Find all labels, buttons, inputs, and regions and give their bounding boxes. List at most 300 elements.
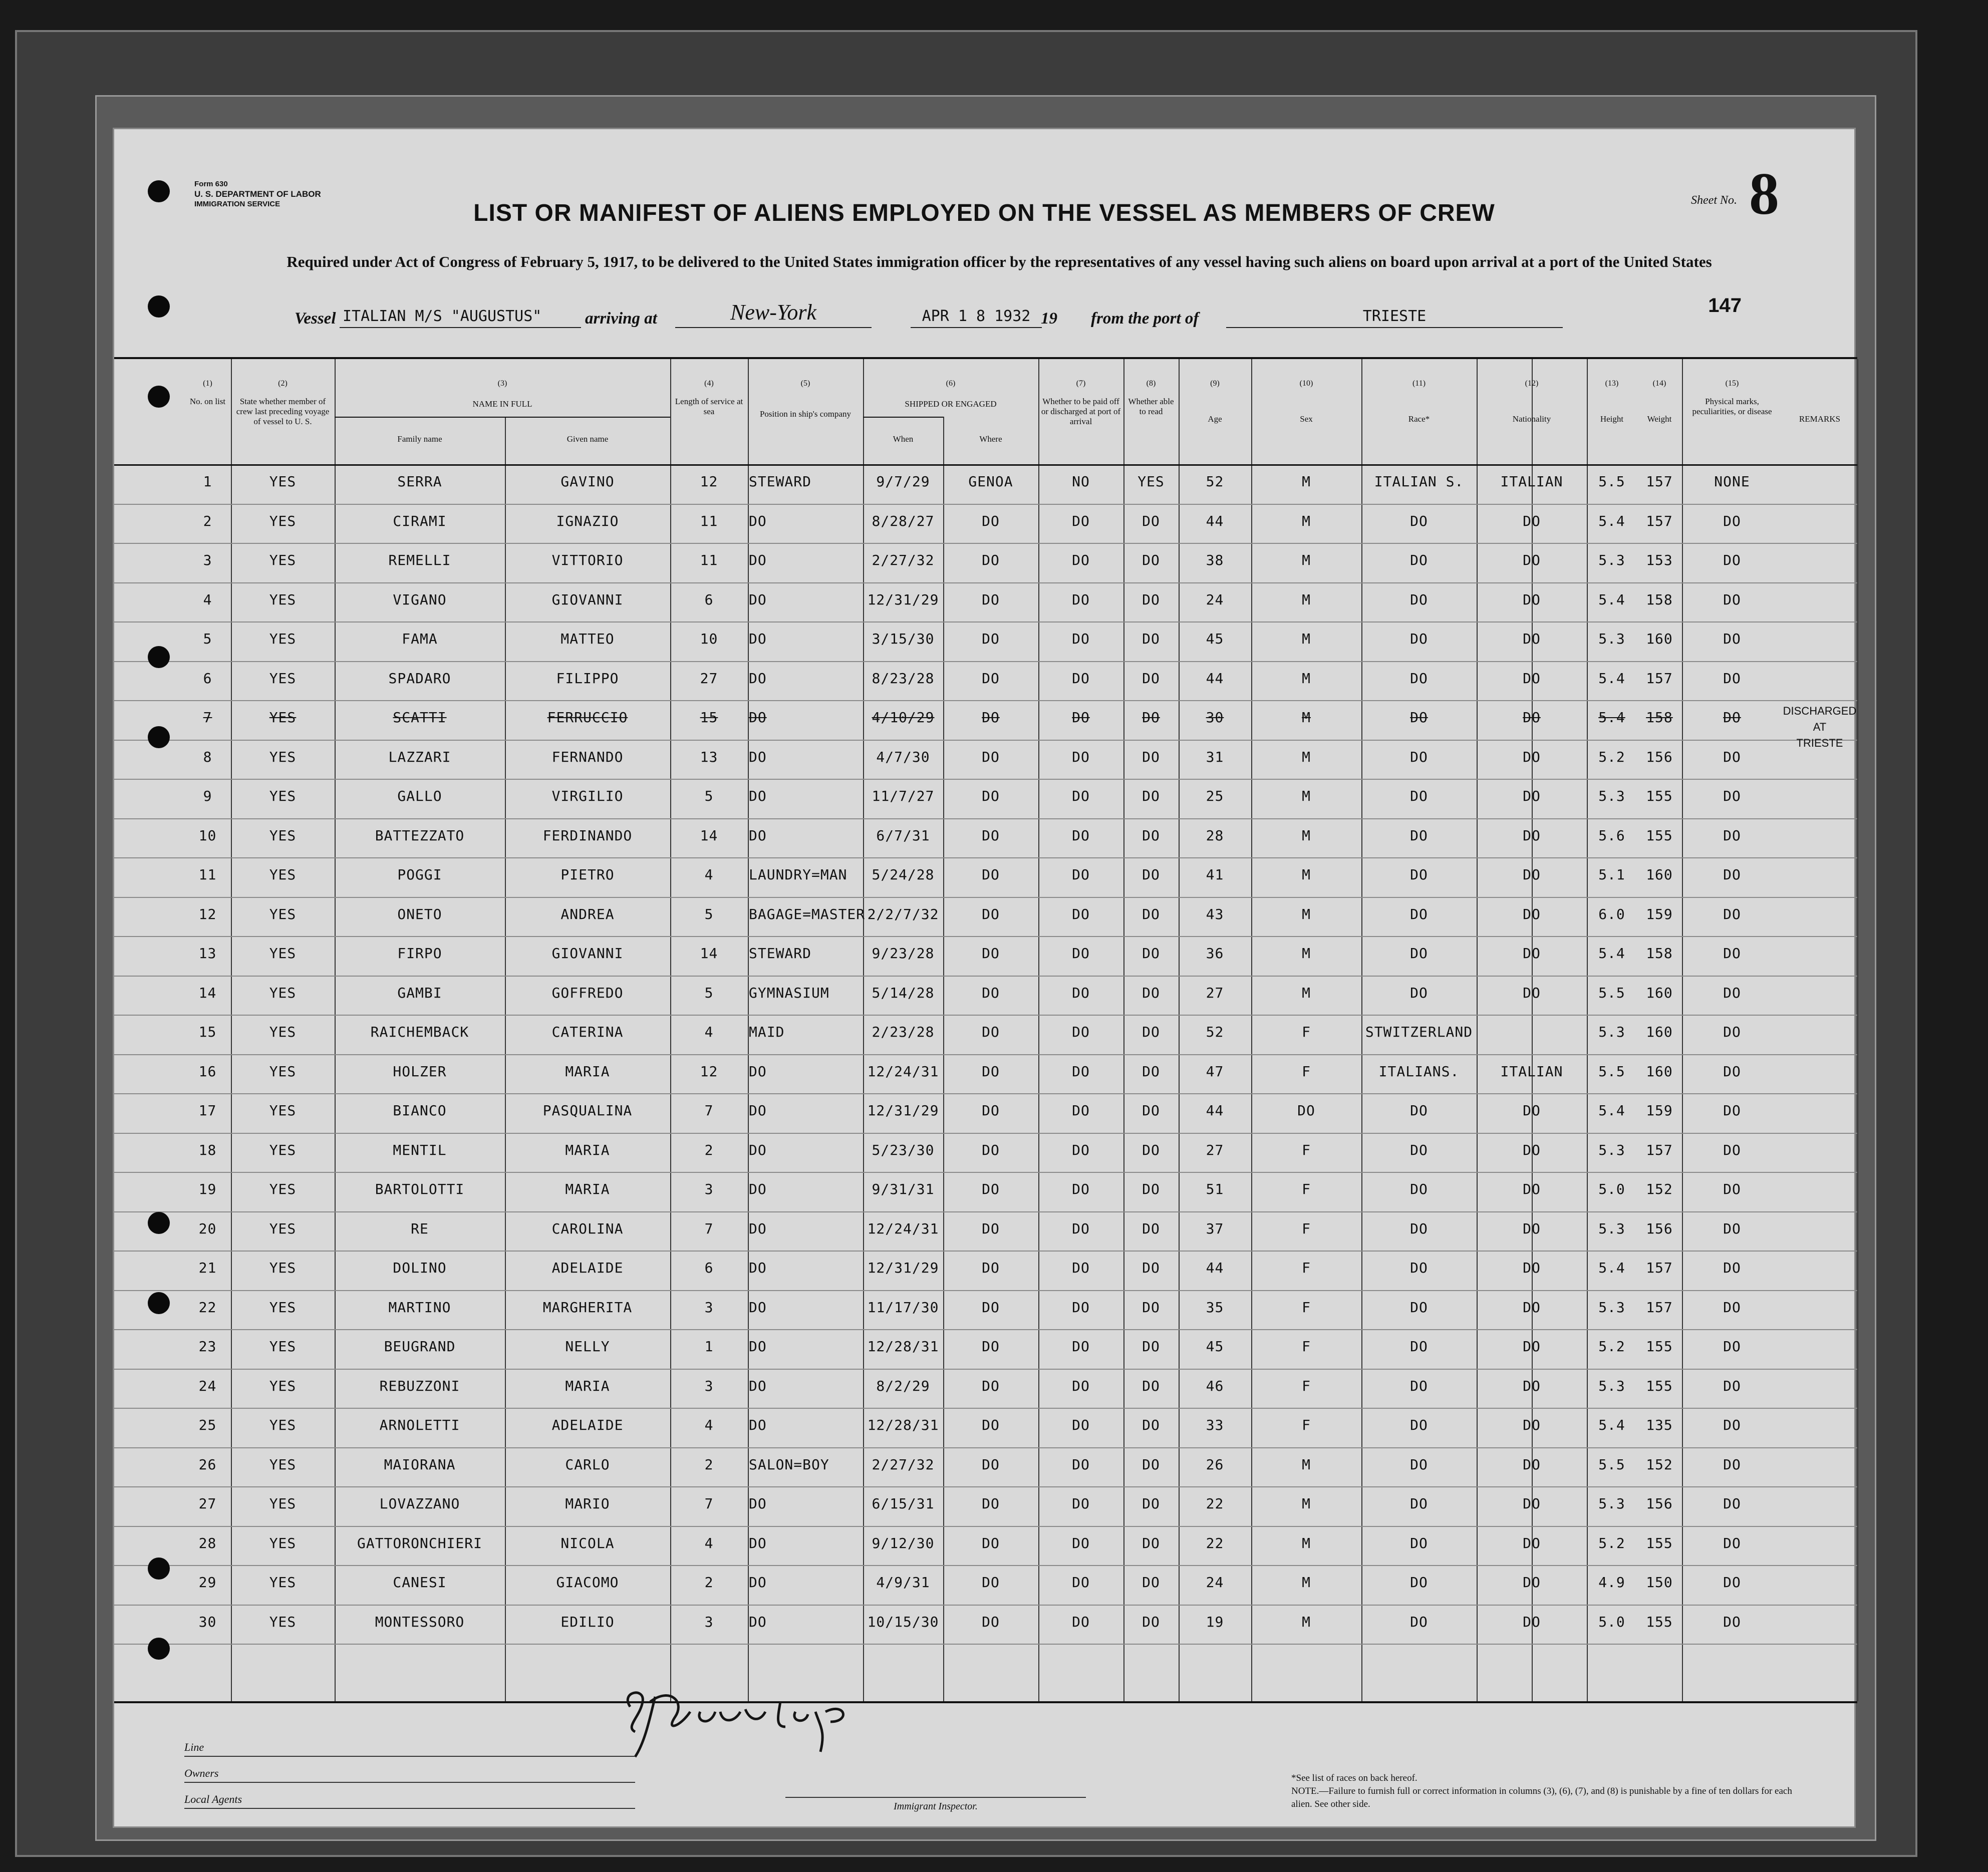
row-rule <box>114 582 1857 583</box>
cell-able-to-read: DO <box>1142 1063 1160 1080</box>
cell-weight: 160 <box>1646 631 1673 647</box>
cell-weight: 156 <box>1646 1220 1673 1237</box>
bureau-line-1: U. S. DEPARTMENT OF LABOR <box>194 189 321 199</box>
cell-row-number: 7 <box>203 709 212 726</box>
row-rule <box>114 1565 1857 1566</box>
cell-prev-voyage: YES <box>269 1260 297 1276</box>
cell-race: DO <box>1410 1338 1428 1355</box>
cell-height: 5.3 <box>1598 631 1625 647</box>
cell-family-name: HOLZER <box>393 1063 447 1080</box>
cell-prev-voyage: YES <box>269 1456 297 1473</box>
cell-age: 46 <box>1206 1377 1224 1394</box>
cell-sex: F <box>1302 1181 1311 1197</box>
cell-sex: M <box>1302 1613 1311 1630</box>
cell-family-name: MENTIL <box>393 1141 447 1158</box>
cell-shipped-where: DO <box>982 788 1000 804</box>
cell-paid-off: DO <box>1072 788 1090 804</box>
cell-service-length: 2 <box>704 1456 714 1473</box>
cell-family-name: SPADARO <box>388 670 451 687</box>
cell-shipped-when: 6/15/31 <box>872 1495 935 1512</box>
col-header-height-number: (13) <box>1605 379 1619 388</box>
cell-prev-voyage: YES <box>269 1063 297 1080</box>
cell-prev-voyage: YES <box>269 1024 297 1040</box>
cell-weight: 157 <box>1646 670 1673 687</box>
cell-row-number: 27 <box>198 1495 217 1512</box>
cell-sex: F <box>1302 1377 1311 1394</box>
cell-shipped-where: GENOA <box>968 473 1013 490</box>
cell-service-length: 14 <box>700 827 718 844</box>
col-header-race: Race* <box>1408 414 1430 424</box>
cell-able-to-read: DO <box>1142 552 1160 568</box>
owners-field[interactable] <box>184 1758 635 1783</box>
cell-height: 5.2 <box>1598 1534 1625 1551</box>
vessel-line <box>295 300 1804 330</box>
cell-row-number: 23 <box>198 1338 217 1355</box>
cell-weight: 157 <box>1646 1141 1673 1158</box>
cell-shipped-where: DO <box>982 552 1000 568</box>
cell-shipped-when: 9/23/28 <box>872 945 935 962</box>
cell-able-to-read: DO <box>1142 709 1160 726</box>
cell-height: 5.6 <box>1598 827 1625 844</box>
cell-nationality: DO <box>1523 1574 1541 1591</box>
cell-service-length: 11 <box>700 512 718 529</box>
cell-paid-off: DO <box>1072 1574 1090 1591</box>
col-header-prev-voyage-number: (2) <box>278 379 288 388</box>
cell-able-to-read: DO <box>1142 1338 1160 1355</box>
cell-weight: 150 <box>1646 1574 1673 1591</box>
cell-age: 38 <box>1206 552 1224 568</box>
cell-height: 5.4 <box>1598 1102 1625 1119</box>
cell-race: DO <box>1410 1613 1428 1630</box>
cell-shipped-when: 12/31/29 <box>867 591 939 608</box>
col-header-sex-number: (10) <box>1299 379 1313 388</box>
subheader-where: Where <box>979 434 1002 444</box>
line-label: Line <box>184 1741 204 1753</box>
cell-height: 5.3 <box>1598 1495 1625 1512</box>
cell-race: DO <box>1410 1299 1428 1316</box>
cell-sex: M <box>1302 670 1311 687</box>
cell-paid-off: DO <box>1072 1260 1090 1276</box>
cell-nationality: DO <box>1523 512 1541 529</box>
cell-shipped-when: 12/28/31 <box>867 1338 939 1355</box>
cell-family-name: GAMBI <box>397 984 442 1001</box>
cell-sex: M <box>1302 631 1311 647</box>
cell-row-number: 20 <box>198 1220 217 1237</box>
cell-shipped-where: DO <box>982 1534 1000 1551</box>
col-header-prev-voyage: State whether member of crew last preceding voyage of vessel to U. S. <box>236 397 330 426</box>
cell-shipped-when: 12/24/31 <box>867 1063 939 1080</box>
cell-sex: DO <box>1297 1102 1315 1119</box>
bureau-line-2: IMMIGRATION SERVICE <box>194 200 280 208</box>
binder-hole <box>148 726 170 748</box>
cell-age: 44 <box>1206 1102 1224 1119</box>
cell-height: 5.3 <box>1598 1299 1625 1316</box>
cell-family-name: REBUZZONI <box>379 1377 460 1394</box>
cell-height: 5.4 <box>1598 670 1625 687</box>
cell-shipped-when: 9/7/29 <box>876 473 930 490</box>
cell-shipped-where: DO <box>982 905 1000 922</box>
sheet-number: 8 <box>1749 160 1779 227</box>
cell-family-name: VIGANO <box>393 591 447 608</box>
cell-row-number: 22 <box>198 1299 217 1316</box>
binder-hole <box>148 1292 170 1314</box>
cell-height: 5.3 <box>1598 1377 1625 1394</box>
cell-weight: 158 <box>1646 709 1673 726</box>
cell-age: 24 <box>1206 591 1224 608</box>
cell-given-name: CARLO <box>565 1456 610 1473</box>
cell-physical-marks: DO <box>1723 1338 1741 1355</box>
cell-shipped-where: DO <box>982 1338 1000 1355</box>
line-field[interactable] <box>184 1732 635 1757</box>
cell-height: 5.3 <box>1598 1024 1625 1040</box>
cell-given-name: PIETRO <box>560 866 615 883</box>
col-header-service-number: (4) <box>704 379 714 388</box>
cell-physical-marks: DO <box>1723 552 1741 568</box>
cell-able-to-read: DO <box>1142 1299 1160 1316</box>
cell-row-number: 15 <box>198 1024 217 1040</box>
stamp-number: 147 <box>1708 294 1742 317</box>
cell-age: 36 <box>1206 945 1224 962</box>
cell-service-length: 3 <box>704 1613 714 1630</box>
cell-race: DO <box>1410 631 1428 647</box>
cell-family-name: CIRAMI <box>393 512 447 529</box>
cell-position: DO <box>749 1063 767 1080</box>
vessel-value: ITALIAN M/S "AUGUSTUS" <box>340 307 581 328</box>
cell-given-name: GIOVANNI <box>551 945 624 962</box>
cell-given-name: MARIA <box>565 1377 610 1394</box>
remark-line-1: DISCHARGED AT <box>1783 705 1857 733</box>
cell-age: 41 <box>1206 866 1224 883</box>
cell-service-length: 7 <box>704 1495 714 1512</box>
cell-nationality: DO <box>1523 1299 1541 1316</box>
cell-able-to-read: DO <box>1142 905 1160 922</box>
cell-row-number: 17 <box>198 1102 217 1119</box>
cell-weight: 160 <box>1646 1024 1673 1040</box>
cell-nationality: DO <box>1523 1377 1541 1394</box>
cell-row-number: 10 <box>198 827 217 844</box>
cell-height: 5.5 <box>1598 473 1625 490</box>
cell-paid-off: DO <box>1072 1534 1090 1551</box>
cell-nationality: DO <box>1523 709 1541 726</box>
cell-race: DO <box>1410 1495 1428 1512</box>
cell-shipped-when: 12/28/31 <box>867 1417 939 1433</box>
cell-given-name: GIOVANNI <box>551 591 624 608</box>
binder-hole <box>148 180 170 202</box>
cell-position: SALON=BOY <box>749 1456 829 1473</box>
cell-physical-marks: DO <box>1723 1024 1741 1040</box>
cell-position: DO <box>749 631 767 647</box>
cell-family-name: LOVAZZANO <box>379 1495 460 1512</box>
cell-sex: F <box>1302 1024 1311 1040</box>
cell-family-name: MARTINO <box>388 1299 451 1316</box>
header-rule <box>114 464 1857 466</box>
subheader-rule <box>863 417 943 418</box>
cell-age: 52 <box>1206 473 1224 490</box>
cell-row-number: 1 <box>203 473 212 490</box>
manifest-table <box>114 357 1857 1703</box>
cell-able-to-read: DO <box>1142 1260 1160 1276</box>
cell-row-number: 18 <box>198 1141 217 1158</box>
cell-position: DO <box>749 1299 767 1316</box>
cell-weight: 159 <box>1646 905 1673 922</box>
form-number: Form 630 <box>194 180 228 188</box>
cell-sex: M <box>1302 984 1311 1001</box>
cell-age: 44 <box>1206 1260 1224 1276</box>
cell-family-name: DOLINO <box>393 1260 447 1276</box>
cell-shipped-where: DO <box>982 1181 1000 1197</box>
cell-nationality: DO <box>1523 670 1541 687</box>
cell-given-name: IGNAZIO <box>556 512 619 529</box>
cell-service-length: 1 <box>704 1338 714 1355</box>
cell-height: 5.4 <box>1598 512 1625 529</box>
cell-shipped-where: DO <box>982 1024 1000 1040</box>
cell-able-to-read: DO <box>1142 1417 1160 1433</box>
cell-nationality: DO <box>1523 631 1541 647</box>
cell-position: DO <box>749 1495 767 1512</box>
cell-shipped-where: DO <box>982 1377 1000 1394</box>
cell-race: STWITZERLAND <box>1365 1024 1473 1040</box>
cell-weight: 158 <box>1646 591 1673 608</box>
subheader-when: When <box>893 434 914 444</box>
col-header-read: Whether able to read <box>1128 397 1174 416</box>
cell-physical-marks: DO <box>1723 670 1741 687</box>
cell-given-name: VITTORIO <box>551 552 624 568</box>
cell-position: DO <box>749 670 767 687</box>
cell-family-name: BARTOLOTTI <box>375 1181 465 1197</box>
cell-prev-voyage: YES <box>269 984 297 1001</box>
cell-position: DO <box>749 591 767 608</box>
cell-paid-off: DO <box>1072 1024 1090 1040</box>
cell-physical-marks: DO <box>1723 984 1741 1001</box>
cell-race: DO <box>1410 827 1428 844</box>
cell-able-to-read: DO <box>1142 866 1160 883</box>
cell-shipped-where: DO <box>982 748 1000 765</box>
cell-position: DO <box>749 512 767 529</box>
cell-prev-voyage: YES <box>269 788 297 804</box>
cell-prev-voyage: YES <box>269 1417 297 1433</box>
cell-able-to-read: DO <box>1142 945 1160 962</box>
cell-shipped-when: 5/14/28 <box>872 984 935 1001</box>
cell-row-number: 30 <box>198 1613 217 1630</box>
inspector-line: Immigrant Inspector. <box>785 1797 1086 1812</box>
cell-weight: 135 <box>1646 1417 1673 1433</box>
cell-paid-off: DO <box>1072 631 1090 647</box>
cell-row-number: 2 <box>203 512 212 529</box>
cell-nationality: DO <box>1523 1141 1541 1158</box>
cell-height: 5.1 <box>1598 866 1625 883</box>
cell-family-name: BEUGRAND <box>384 1338 456 1355</box>
cell-nationality: DO <box>1523 788 1541 804</box>
cell-paid-off: DO <box>1072 1141 1090 1158</box>
cell-paid-off: DO <box>1072 1495 1090 1512</box>
cell-position: DO <box>749 827 767 844</box>
cell-family-name: ARNOLETTI <box>379 1417 460 1433</box>
cell-height: 5.0 <box>1598 1613 1625 1630</box>
row-rule <box>114 857 1857 858</box>
cell-nationality: DO <box>1523 945 1541 962</box>
cell-sex: M <box>1302 512 1311 529</box>
arriving-label: arriving at <box>585 309 657 328</box>
cell-prev-voyage: YES <box>269 1613 297 1630</box>
cell-sex: M <box>1302 473 1311 490</box>
cell-position: DO <box>749 1260 767 1276</box>
cell-given-name: ADELAIDE <box>551 1417 624 1433</box>
cell-shipped-where: DO <box>982 1574 1000 1591</box>
cell-physical-marks: DO <box>1723 1102 1741 1119</box>
row-rule <box>114 700 1857 701</box>
cell-shipped-when: 8/23/28 <box>872 670 935 687</box>
row-rule <box>114 543 1857 544</box>
cell-age: 52 <box>1206 1024 1224 1040</box>
cell-given-name: EDILIO <box>560 1613 615 1630</box>
cell-nationality: DO <box>1523 984 1541 1001</box>
cell-given-name: NELLY <box>565 1338 610 1355</box>
races-note: *See list of races on back hereof. <box>1291 1773 1417 1783</box>
cell-physical-marks: DO <box>1723 512 1741 529</box>
cell-weight: 153 <box>1646 552 1673 568</box>
cell-shipped-where: DO <box>982 984 1000 1001</box>
agents-label: Local Agents <box>184 1793 242 1805</box>
agents-field[interactable] <box>184 1784 635 1809</box>
cell-row-number: 28 <box>198 1534 217 1551</box>
cell-shipped-where: DO <box>982 1220 1000 1237</box>
cell-family-name: RE <box>411 1220 429 1237</box>
col-header-shipped-number: (6) <box>946 379 956 388</box>
cell-able-to-read: DO <box>1142 1534 1160 1551</box>
arriving-value: New-York <box>675 299 872 328</box>
cell-weight: 155 <box>1646 788 1673 804</box>
cell-age: 43 <box>1206 905 1224 922</box>
cell-service-length: 5 <box>704 788 714 804</box>
cell-weight: 158 <box>1646 945 1673 962</box>
cell-paid-off: DO <box>1072 1299 1090 1316</box>
cell-nationality: DO <box>1523 1338 1541 1355</box>
cell-nationality: DO <box>1523 591 1541 608</box>
cell-service-length: 4 <box>704 866 714 883</box>
cell-sex: M <box>1302 905 1311 922</box>
cell-able-to-read: YES <box>1138 473 1165 490</box>
cell-prev-voyage: YES <box>269 709 297 726</box>
cell-physical-marks: DO <box>1723 709 1741 726</box>
cell-position: DO <box>749 1574 767 1591</box>
cell-shipped-where: DO <box>982 512 1000 529</box>
cell-age: 24 <box>1206 1574 1224 1591</box>
cell-prev-voyage: YES <box>269 945 297 962</box>
col-header-nationality-number: (12) <box>1525 379 1539 388</box>
cell-weight: 160 <box>1646 866 1673 883</box>
cell-prev-voyage: YES <box>269 591 297 608</box>
cell-given-name: FERNANDO <box>551 748 624 765</box>
cell-sex: M <box>1302 1534 1311 1551</box>
binder-hole <box>148 1212 170 1234</box>
cell-race: DO <box>1410 1220 1428 1237</box>
year-label: 19 <box>1041 309 1057 328</box>
cell-shipped-where: DO <box>982 866 1000 883</box>
cell-given-name: VIRGILIO <box>551 788 624 804</box>
cell-age: 51 <box>1206 1181 1224 1197</box>
col-header-weight: Weight <box>1647 414 1672 424</box>
cell-family-name: RAICHEMBACK <box>370 1024 469 1040</box>
row-rule <box>114 1290 1857 1291</box>
cell-able-to-read: DO <box>1142 827 1160 844</box>
binder-hole <box>148 646 170 668</box>
cell-age: 25 <box>1206 788 1224 804</box>
col-header-no-number: (1) <box>203 379 212 388</box>
col-header-position: Position in ship's company <box>759 409 851 419</box>
cell-shipped-when: 8/2/29 <box>876 1377 930 1394</box>
cell-sex: M <box>1302 788 1311 804</box>
cell-age: 44 <box>1206 670 1224 687</box>
cell-weight: 157 <box>1646 1299 1673 1316</box>
cell-height: 5.4 <box>1598 591 1625 608</box>
row-rule <box>114 661 1857 662</box>
cell-shipped-when: 9/12/30 <box>872 1534 935 1551</box>
cell-position: DO <box>749 788 767 804</box>
cell-paid-off: DO <box>1072 748 1090 765</box>
cell-physical-marks: DO <box>1723 1534 1741 1551</box>
cell-race: DO <box>1410 512 1428 529</box>
cell-family-name: ONETO <box>397 905 442 922</box>
cell-nationality: DO <box>1523 1495 1541 1512</box>
cell-weight: 157 <box>1646 473 1673 490</box>
row-rule <box>114 1133 1857 1134</box>
cell-age: 19 <box>1206 1613 1224 1630</box>
cell-able-to-read: DO <box>1142 1613 1160 1630</box>
cell-prev-voyage: YES <box>269 1102 297 1119</box>
cell-weight: 156 <box>1646 748 1673 765</box>
binder-hole <box>148 1557 170 1580</box>
cell-height: 5.4 <box>1598 1260 1625 1276</box>
cell-age: 22 <box>1206 1534 1224 1551</box>
cell-prev-voyage: YES <box>269 1377 297 1394</box>
cell-height: 4.9 <box>1598 1574 1625 1591</box>
row-rule <box>114 1644 1857 1645</box>
cell-shipped-where: DO <box>982 631 1000 647</box>
row-rule <box>114 740 1857 741</box>
cell-row-number: 25 <box>198 1417 217 1433</box>
footer-notes <box>1291 1772 1792 1811</box>
cell-nationality: DO <box>1523 866 1541 883</box>
cell-service-length: 2 <box>704 1574 714 1591</box>
cell-shipped-where: DO <box>982 1141 1000 1158</box>
cell-nationality: DO <box>1523 1456 1541 1473</box>
row-rule <box>114 897 1857 898</box>
cell-able-to-read: DO <box>1142 788 1160 804</box>
cell-race: DO <box>1410 748 1428 765</box>
cell-prev-voyage: YES <box>269 1299 297 1316</box>
cell-age: 33 <box>1206 1417 1224 1433</box>
cell-nationality: DO <box>1523 552 1541 568</box>
cell-paid-off: DO <box>1072 1417 1090 1433</box>
cell-row-number: 6 <box>203 670 212 687</box>
cell-paid-off: DO <box>1072 866 1090 883</box>
col-header-race-number: (11) <box>1412 379 1426 388</box>
cell-height: 6.0 <box>1598 905 1625 922</box>
cell-given-name: GAVINO <box>560 473 615 490</box>
cell-weight: 152 <box>1646 1456 1673 1473</box>
cell-prev-voyage: YES <box>269 512 297 529</box>
cell-weight: 155 <box>1646 827 1673 844</box>
cell-sex: M <box>1302 945 1311 962</box>
cell-service-length: 7 <box>704 1102 714 1119</box>
cell-given-name: FERDINANDO <box>542 827 633 844</box>
cell-weight: 155 <box>1646 1534 1673 1551</box>
cell-physical-marks: DO <box>1723 905 1741 922</box>
cell-age: 22 <box>1206 1495 1224 1512</box>
cell-paid-off: DO <box>1072 1181 1090 1197</box>
cell-able-to-read: DO <box>1142 1102 1160 1119</box>
subheader-rule <box>335 417 670 418</box>
